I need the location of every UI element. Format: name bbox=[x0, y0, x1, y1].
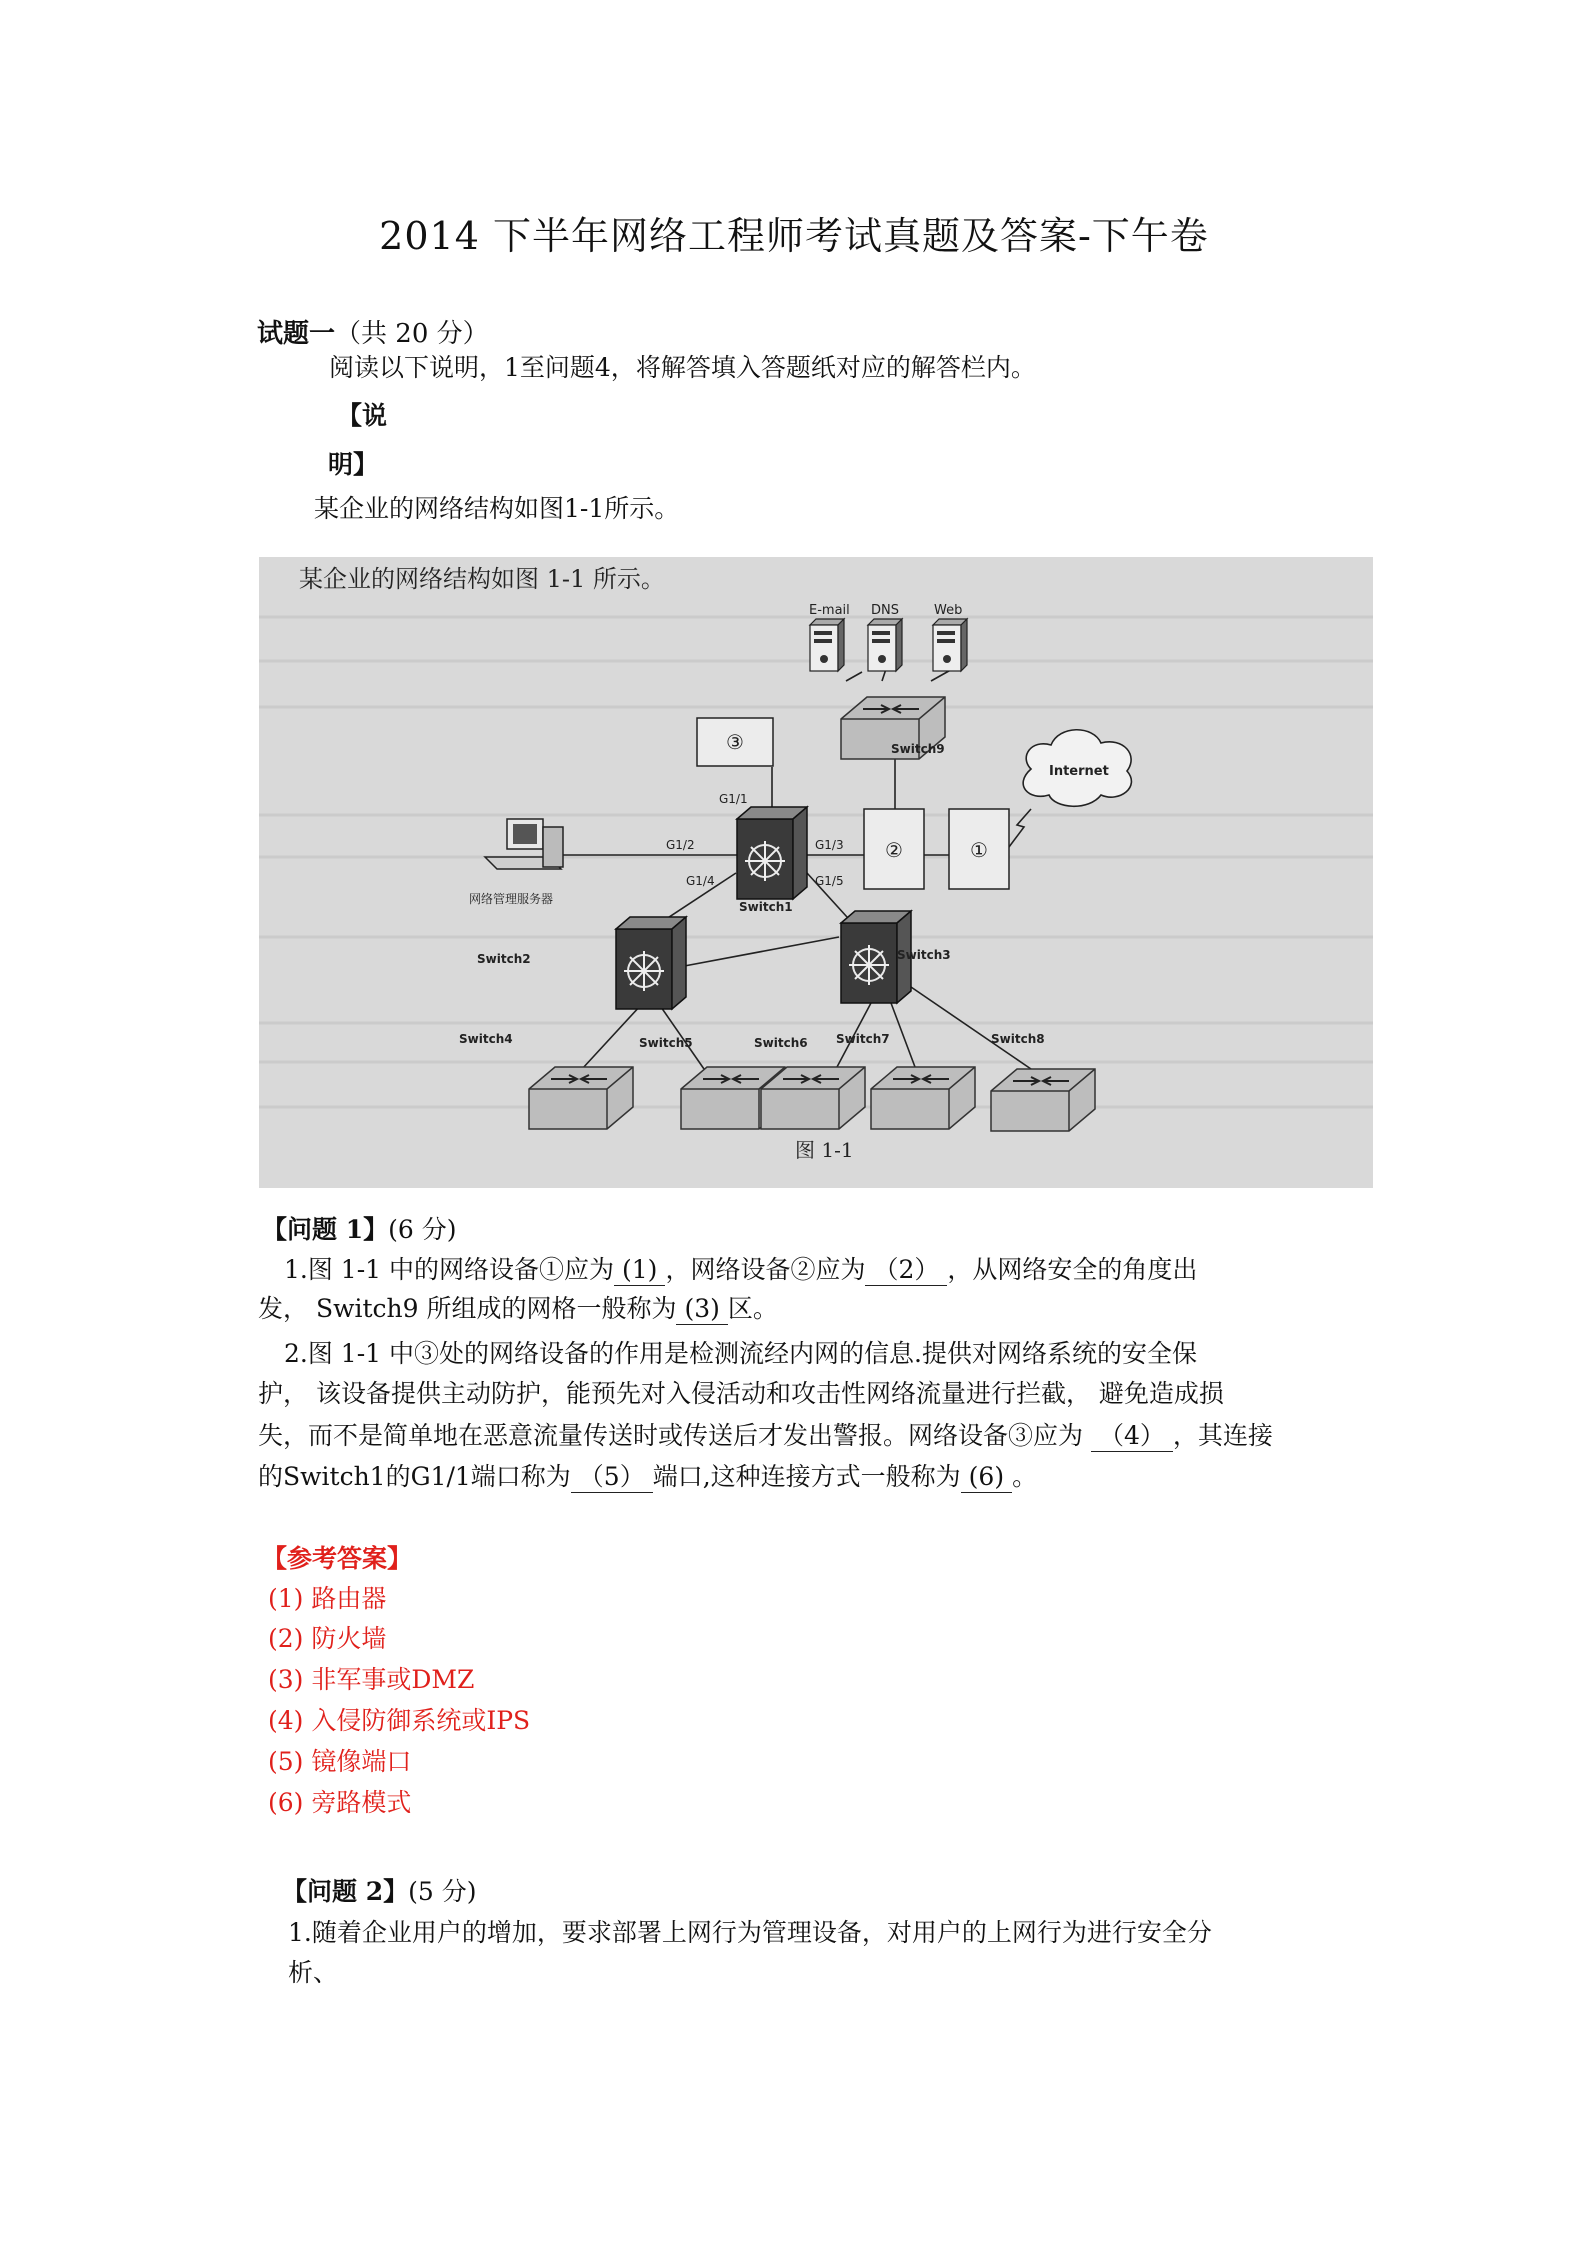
page-title: 2014 下半年网络工程师考试真题及答案-下午卷 bbox=[379, 214, 1209, 258]
email-label: E-mail bbox=[809, 603, 850, 618]
section-label: 试题一 bbox=[257, 319, 336, 349]
q1-line-5-text-b: ，其连接 bbox=[1172, 1421, 1273, 1450]
blank-5: （5） bbox=[571, 1462, 653, 1493]
q1-heading bbox=[262, 1211, 456, 1249]
q1-line-5 bbox=[258, 1417, 1273, 1455]
section-points: （共 20 分） bbox=[335, 319, 489, 349]
port-g11-label: G1/1 bbox=[719, 792, 748, 806]
switch7-label: Switch7 bbox=[836, 1032, 890, 1046]
switch5-label: Switch5 bbox=[639, 1036, 693, 1050]
q1-line-6 bbox=[258, 1458, 1037, 1496]
q1-line-1 bbox=[284, 1251, 1197, 1289]
device-1-label: ① bbox=[970, 838, 988, 862]
blank-6: (6) bbox=[961, 1462, 1012, 1493]
web-server-icon bbox=[933, 619, 967, 671]
q1-line-5-text-a: 失，而不是简单地在恶意流量传送时或传送后才发出警报。网络设备③应为 bbox=[258, 1421, 1091, 1450]
blank-2: （2） bbox=[865, 1255, 947, 1286]
answer-heading: 【参考答案】 bbox=[262, 1544, 413, 1573]
switch9-label: Switch9 bbox=[891, 742, 945, 756]
q1-line-6-text-a: 的Switch1的G1/1端口称为 bbox=[258, 1462, 571, 1491]
web-label: Web bbox=[934, 603, 963, 618]
answer-item-5: (5) 镜像端口 bbox=[268, 1747, 412, 1776]
blank-1: (1) bbox=[614, 1255, 665, 1286]
port-g14-label: G1/4 bbox=[686, 874, 715, 888]
network-diagram-figure bbox=[259, 557, 1373, 1188]
answer-item-6: (6) 旁路模式 bbox=[268, 1788, 412, 1817]
mgmt-label: 网络管理服务器 bbox=[469, 892, 554, 906]
switch4-label: Switch4 bbox=[459, 1032, 513, 1046]
note-label-line2: 明】 bbox=[328, 450, 379, 479]
q1-head: 【问题 1】 bbox=[262, 1215, 389, 1244]
q1-line-2 bbox=[258, 1290, 778, 1328]
note-label-line1: 【说 bbox=[337, 401, 388, 430]
q2-line-2: 析、 bbox=[288, 1958, 339, 1987]
q2-heading bbox=[282, 1873, 476, 1911]
section-heading bbox=[257, 313, 489, 350]
q1-line-2-text-b: 区。 bbox=[727, 1294, 778, 1323]
figure-header: 某企业的网络结构如图 1-1 所示。 bbox=[299, 565, 665, 593]
q1-line-6-text-b: 端口,这种连接方式一般称为 bbox=[652, 1462, 961, 1491]
port-g12-label: G1/2 bbox=[666, 838, 695, 852]
device-3-label: ③ bbox=[726, 730, 744, 754]
q1-line-6-text-c: 。 bbox=[1012, 1462, 1038, 1491]
port-g15-label: G1/5 bbox=[815, 874, 844, 888]
q1-line-4: 护， 该设备提供主动防护，能预先对入侵活动和攻击性网络流量进行拦截， 避免造成损 bbox=[258, 1379, 1224, 1408]
switch3-label: Switch3 bbox=[897, 948, 951, 962]
switch1-label: Switch1 bbox=[739, 900, 793, 914]
switch7-icon bbox=[871, 1067, 975, 1129]
description-text: 某企业的网络结构如图1-1所示。 bbox=[314, 494, 680, 523]
q1-line-3: 2.图 1-1 中③处的网络设备的作用是检测流经内网的信息.提供对网络系统的安全保 bbox=[284, 1339, 1197, 1368]
answer-item-2: (2) 防火墙 bbox=[268, 1624, 387, 1653]
switch6-icon bbox=[761, 1067, 865, 1129]
answer-item-3: (3) 非军事或DMZ bbox=[268, 1665, 475, 1694]
switch2-icon bbox=[616, 917, 686, 1009]
port-g13-label: G1/3 bbox=[815, 838, 844, 852]
blank-3: (3) bbox=[676, 1294, 727, 1325]
q1-line-2-text-a: 发， Switch9 所组成的网格一般称为 bbox=[258, 1294, 677, 1323]
device-2-label: ② bbox=[885, 838, 903, 862]
instruction-text: 阅读以下说明，1至问题4，将解答填入答题纸对应的解答栏内。 bbox=[329, 353, 1036, 382]
dns-server-icon bbox=[868, 619, 902, 671]
switch8-icon bbox=[991, 1069, 1095, 1131]
switch6-label: Switch6 bbox=[754, 1036, 808, 1050]
email-server-icon bbox=[810, 619, 844, 671]
switch4-icon bbox=[529, 1067, 633, 1129]
q1-line-1-text-c: ，从网络安全的角度出 bbox=[947, 1255, 1198, 1284]
figure-caption: 图 1-1 bbox=[795, 1138, 854, 1162]
q2-line-1: 1.随着企业用户的增加，要求部署上网行为管理设备，对用户的上网行为进行安全分 bbox=[288, 1918, 1212, 1947]
switch8-label: Switch8 bbox=[991, 1032, 1045, 1046]
answer-item-4: (4) 入侵防御系统或IPS bbox=[268, 1706, 531, 1735]
management-server-icon bbox=[485, 819, 563, 869]
blank-4: （4） bbox=[1091, 1421, 1173, 1452]
q2-points: (5 分) bbox=[408, 1877, 477, 1906]
q1-line-1-text-b: ，网络设备②应为 bbox=[665, 1255, 866, 1284]
switch2-label: Switch2 bbox=[477, 952, 531, 966]
dns-label: DNS bbox=[871, 603, 899, 618]
scan-noise bbox=[259, 617, 1373, 1107]
switch1-icon bbox=[737, 807, 807, 899]
q1-points: (6 分) bbox=[388, 1215, 457, 1244]
answer-item-1: (1) 路由器 bbox=[268, 1584, 387, 1613]
q2-head: 【问题 2】 bbox=[282, 1877, 409, 1906]
q1-line-1-text-a: 1.图 1-1 中的网络设备①应为 bbox=[284, 1255, 615, 1284]
internet-label: Internet bbox=[1049, 764, 1109, 779]
